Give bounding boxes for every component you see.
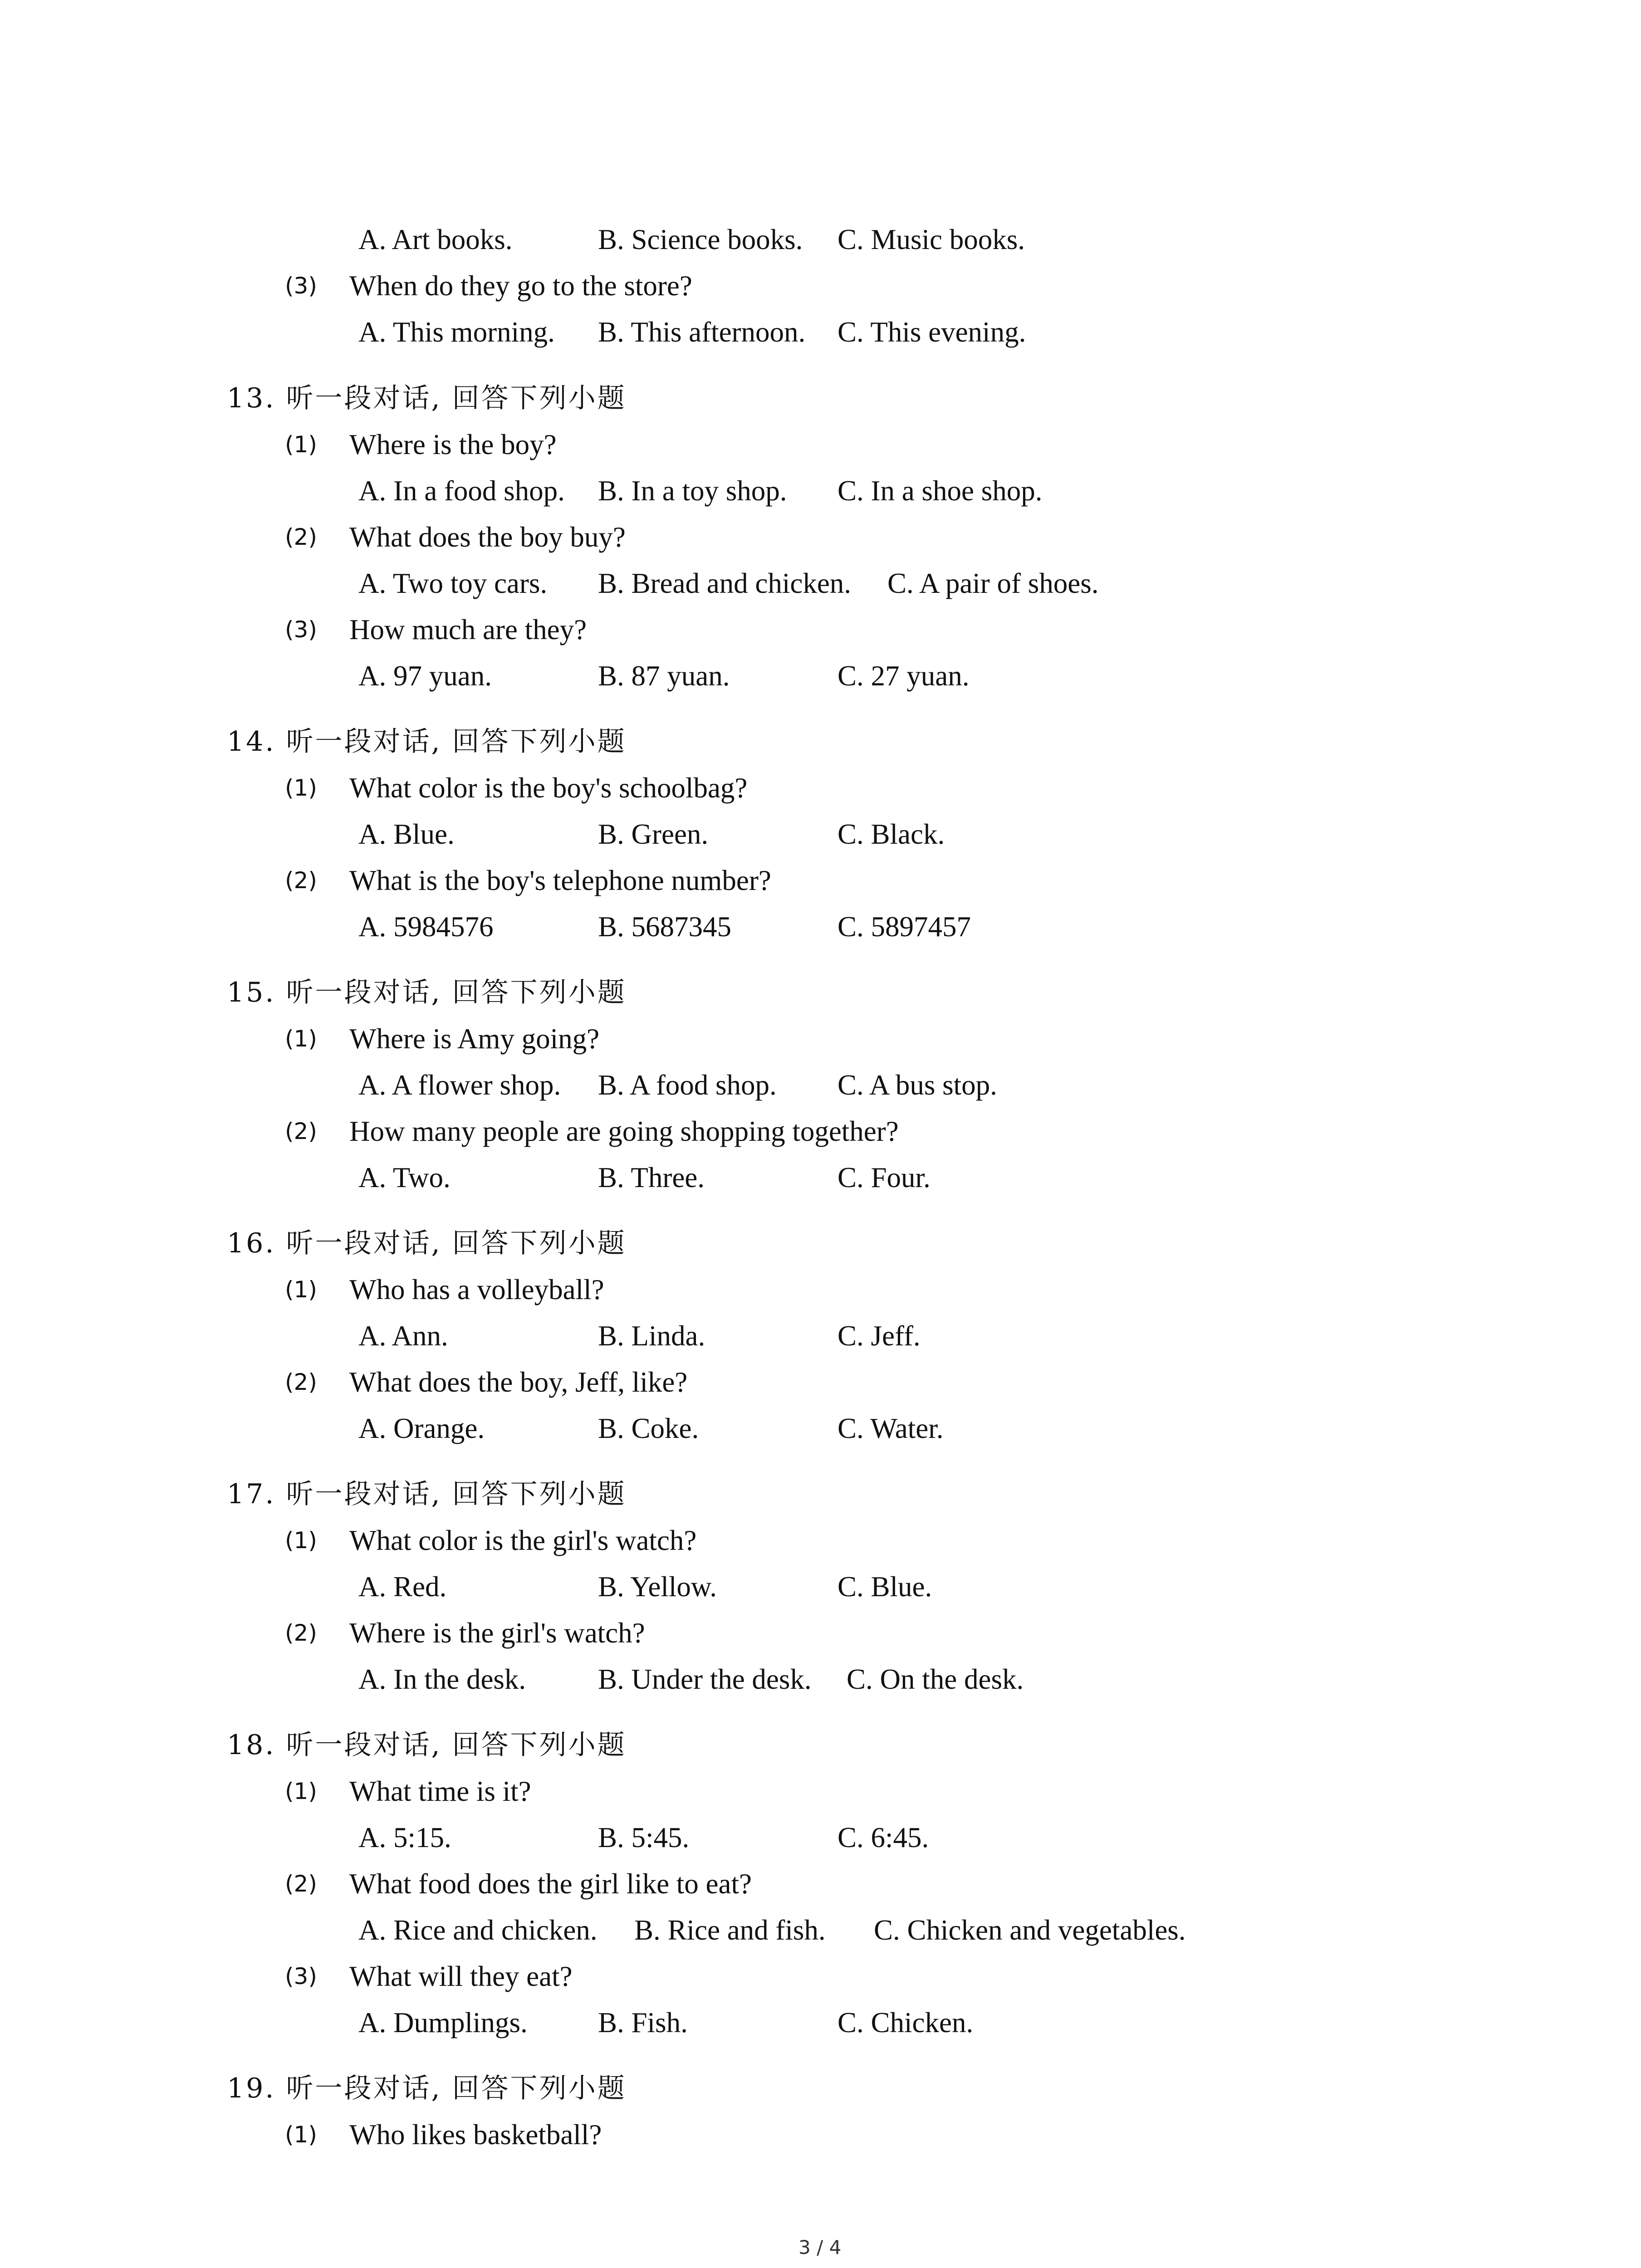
question-text: What time is it? — [349, 1775, 531, 1807]
question-text: How many people are going shopping together? — [349, 1115, 899, 1147]
question-text: What does the boy, Jeff, like? — [349, 1366, 688, 1398]
option-a: A. Art books. — [358, 224, 513, 255]
option-b: B. Three. — [598, 1162, 705, 1193]
option-b: B. 5687345 — [598, 911, 732, 943]
option-b: B. Yellow. — [598, 1571, 717, 1603]
option-a: A. 97 yuan. — [358, 660, 492, 692]
option-c: C. Four. — [838, 1162, 931, 1193]
option-a: A. Red. — [358, 1571, 447, 1603]
question-number: (1) — [285, 1778, 317, 1804]
option-a: A. Ann. — [358, 1320, 448, 1352]
question-text: What food does the girl like to eat? — [349, 1868, 752, 1900]
option-b: B. Science books. — [598, 224, 803, 255]
option-c: C. Chicken and vegetables. — [874, 1914, 1186, 1946]
option-a: A. Rice and chicken. — [358, 1914, 598, 1946]
question-text: Who likes basketball? — [349, 2119, 602, 2151]
question-number: (2) — [285, 1369, 317, 1395]
option-b: B. Bread and chicken. — [598, 567, 852, 599]
option-b: B. Green. — [598, 818, 709, 850]
option-a: A. Blue. — [358, 818, 455, 850]
option-b: B. Coke. — [598, 1413, 699, 1444]
section-header: 18. 听一段对话, 回答下列小题 — [227, 1729, 627, 1761]
option-a: A. 5:15. — [358, 1822, 451, 1853]
question-number: (3) — [285, 273, 317, 299]
question-number: (2) — [285, 524, 317, 550]
question-number: (2) — [285, 867, 317, 894]
question-text: What is the boy's telephone number? — [349, 865, 771, 896]
question-text: Where is Amy going? — [349, 1023, 600, 1055]
question-number: (3) — [285, 1963, 317, 1989]
question-text: When do they go to the store? — [349, 270, 692, 302]
page-number: 3 / 4 — [798, 2236, 842, 2258]
option-a: A. In the desk. — [358, 1663, 526, 1695]
option-c: C. Jeff. — [838, 1320, 921, 1352]
option-a: A. 5984576 — [358, 911, 494, 943]
option-c: C. A bus stop. — [838, 1069, 997, 1101]
section-header: 17. 听一段对话, 回答下列小题 — [227, 1478, 627, 1510]
section-header: 16. 听一段对话, 回答下列小题 — [227, 1227, 627, 1259]
question-text: What will they eat? — [349, 1960, 573, 1992]
question-text: What color is the boy's schoolbag? — [349, 772, 748, 804]
section-header: 13. 听一段对话, 回答下列小题 — [227, 382, 627, 414]
question-number: (1) — [285, 775, 317, 801]
option-a: A. In a food shop. — [358, 475, 565, 507]
option-c: C. 27 yuan. — [838, 660, 970, 692]
question-number: (1) — [285, 431, 317, 458]
section-header: 15. 听一段对话, 回答下列小题 — [227, 977, 627, 1008]
question-number: (1) — [285, 1276, 317, 1303]
question-number: (2) — [285, 1620, 317, 1646]
question-number: (3) — [285, 616, 317, 643]
option-c: C. Water. — [838, 1413, 944, 1444]
question-number: (1) — [285, 2121, 317, 2148]
question-text: What does the boy buy? — [349, 521, 626, 553]
option-b: B. 87 yuan. — [598, 660, 730, 692]
option-c: C. 5897457 — [838, 911, 971, 943]
question-number: (2) — [285, 1871, 317, 1897]
option-c: C. Blue. — [838, 1571, 932, 1603]
question-text: Where is the girl's watch? — [349, 1617, 645, 1649]
option-b: B. Linda. — [598, 1320, 705, 1352]
section-header: 19. 听一段对话, 回答下列小题 — [227, 2072, 627, 2104]
option-b: B. In a toy shop. — [598, 475, 787, 507]
option-b: B. A food shop. — [598, 1069, 777, 1101]
option-b: B. This afternoon. — [598, 316, 806, 348]
question-number: (2) — [285, 1118, 317, 1144]
question-number: (1) — [285, 1026, 317, 1052]
option-a: A. Orange. — [358, 1413, 485, 1444]
option-a: A. Two. — [358, 1162, 451, 1193]
option-b: B. Under the desk. — [598, 1663, 812, 1695]
section-header: 14. 听一段对话, 回答下列小题 — [227, 726, 627, 758]
question-number: (1) — [285, 1527, 317, 1554]
option-c: C. This evening. — [838, 316, 1026, 348]
question-text: Who has a volleyball? — [349, 1274, 604, 1305]
option-c: C. A pair of shoes. — [887, 567, 1099, 599]
question-text: Where is the boy? — [349, 429, 557, 460]
question-text: What color is the girl's watch? — [349, 1525, 697, 1556]
option-a: A. A flower shop. — [358, 1069, 561, 1101]
option-b: B. Rice and fish. — [634, 1914, 826, 1946]
option-c: C. In a shoe shop. — [838, 475, 1043, 507]
option-a: A. This morning. — [358, 316, 555, 348]
question-text: How much are they? — [349, 614, 587, 645]
option-c: C. On the desk. — [847, 1663, 1024, 1695]
option-c: C. Music books. — [838, 224, 1025, 255]
option-b: B. 5:45. — [598, 1822, 690, 1853]
option-a: A. Two toy cars. — [358, 567, 548, 599]
option-b: B. Fish. — [598, 2007, 688, 2038]
option-c: C. 6:45. — [838, 1822, 929, 1853]
option-a: A. Dumplings. — [358, 2007, 528, 2038]
option-c: C. Chicken. — [838, 2007, 974, 2038]
option-c: C. Black. — [838, 818, 945, 850]
